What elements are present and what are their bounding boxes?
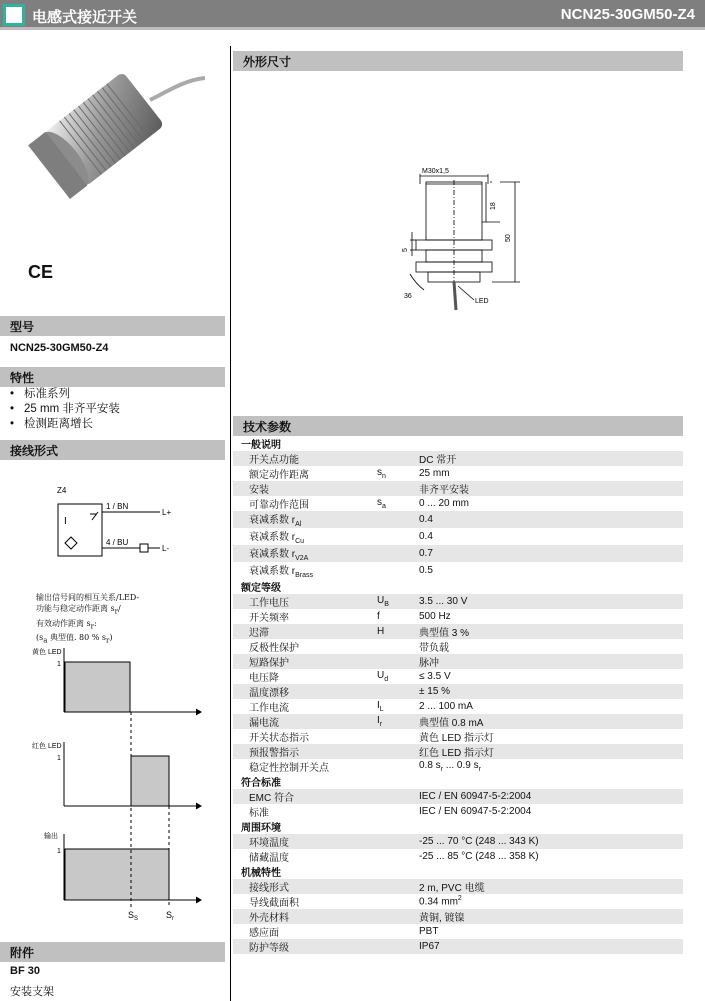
spec-symbol [373, 804, 415, 819]
spec-value: 0.8 $s_r$ ... 0.9 $s_r$ [419, 760, 481, 773]
spec-symbol [373, 729, 415, 744]
spec-symbol [373, 654, 415, 669]
spec-group-label: 额定等级 [241, 583, 281, 594]
dimension-drawing [380, 160, 540, 320]
spec-symbol [373, 528, 415, 545]
spec-label: EMC 符合 [233, 789, 373, 804]
svg-text:18: 18 [490, 202, 497, 210]
spec-label: 储藏温度 [249, 853, 289, 864]
spec-label: 安装 [233, 481, 373, 496]
spec-row [233, 545, 683, 562]
svg-text:M30x1,5: M30x1,5 [422, 168, 449, 175]
spec-group-label: 机械特性 [241, 868, 281, 879]
accessory-desc: 安装支架 [10, 986, 54, 998]
spec-row [233, 562, 683, 579]
spec-symbol [373, 511, 415, 528]
spec-symbol [373, 562, 415, 579]
spec-row [233, 624, 683, 639]
spec-label: 衰减系数 $r_{Al}$ [233, 511, 373, 528]
spec-row [233, 729, 683, 744]
spec-row [233, 594, 683, 609]
spec-label: 工作电流 [249, 703, 289, 714]
spec-value: ± 15 % [415, 684, 683, 699]
spec-row [233, 511, 683, 528]
spec-row [233, 759, 683, 774]
svg-text:5: 5 [402, 248, 409, 252]
feature-item: • 25 mm 非齐平安装 [10, 402, 120, 417]
spec-value: 黄铜, 镀镍 [415, 909, 683, 924]
spec-value: 0.7 [415, 545, 683, 562]
dimensions-heading: 外形尺寸 [233, 51, 683, 71]
spec-row [233, 894, 683, 909]
spec-value: IP67 [415, 939, 683, 954]
spec-symbol: $s_a$ [377, 497, 386, 510]
header-title: 电感式接近开关 [32, 9, 138, 26]
svg-text:50: 50 [505, 234, 512, 242]
spec-table [233, 436, 683, 954]
spec-value: ≤ 3.5 V [419, 671, 451, 682]
spec-label: 接线形式 [233, 879, 373, 894]
spec-value: 非齐平安装 [415, 481, 683, 496]
spec-symbol [373, 909, 415, 924]
svg-text:1 / BN: 1 / BN [106, 502, 129, 511]
spec-value: 0.4 [415, 511, 683, 528]
spec-label: 短路保护 [233, 654, 373, 669]
spec-value: -25 ... 70 °C (248 ... 343 K) [415, 834, 683, 849]
spec-label: 衰减系数 $r_{Brass}$ [249, 566, 314, 579]
spec-symbol: $I_L$ [377, 700, 384, 713]
svg-text:L-: L- [162, 544, 170, 553]
spec-label: 衰减系数 $r_{V2A}$ [233, 545, 373, 562]
spec-group-heading [233, 774, 683, 789]
spec-row [233, 639, 683, 654]
ce-mark: CE [28, 262, 54, 282]
spec-row [233, 451, 683, 466]
spec-label: 反极性保护 [249, 643, 299, 654]
spec-label: 标准 [249, 808, 269, 819]
spec-symbol [373, 924, 415, 939]
svg-text:LED: LED [475, 298, 489, 305]
spec-value: 2 m, PVC 电缆 [415, 879, 683, 894]
spec-group-label: 周围环境 [241, 823, 281, 834]
spec-row [233, 496, 683, 511]
spec-group-heading [233, 864, 683, 879]
spec-symbol: $U_d$ [377, 670, 389, 683]
wiring-diagram [50, 482, 190, 562]
svg-text:Sr: $S_r$ [166, 910, 175, 922]
signal-note: 输出信号间的相互关系/LED- 功能与稳定动作距离 $s_r/$ 有效动作距离 $s_r$: ($s_a$ 典型值. 80 % $s_r$) [36, 593, 140, 645]
spec-symbol [373, 481, 415, 496]
spec-value: 0.34 $mm^2$ [419, 895, 462, 908]
spec-value: 带负载 [419, 643, 449, 654]
spec-row [233, 481, 683, 496]
features-heading: 特性 [0, 367, 225, 387]
spec-value: 2 ... 100 mA [419, 701, 473, 712]
spec-value: IEC / EN 60947-5-2:2004 [415, 789, 683, 804]
spec-value: 黄色 LED 指示灯 [419, 733, 495, 744]
spec-row [233, 684, 683, 699]
logo-square-icon [3, 4, 25, 26]
spec-label: 迟滞 [233, 624, 373, 639]
timing-diagram [24, 642, 204, 922]
spec-label: 外壳材料 [233, 909, 373, 924]
spec-value: 脉冲 [415, 654, 683, 669]
spec-label: 稳定性控制开关点 [249, 763, 329, 774]
feature-item: • 检测距离增长 [10, 417, 120, 432]
svg-text:输出: 输出 [44, 833, 58, 840]
svg-text:36: 36 [404, 293, 412, 300]
spec-row [233, 834, 683, 849]
spec-value: -25 ... 85 °C (248 ... 358 K) [419, 851, 539, 862]
spec-value: 红色 LED 指示灯 [415, 744, 683, 759]
svg-text:黄色 LED: 黄色 LED [32, 649, 62, 656]
spec-value: 典型值 0.8 mA [415, 714, 683, 729]
spec-label: 开关频率 [249, 613, 289, 624]
spec-label: 衰减系数 $r_{Cu}$ [249, 532, 305, 545]
spec-value: 0 ... 20 mm [419, 498, 470, 509]
spec-group-label: 一般说明 [241, 440, 281, 451]
spec-symbol [373, 744, 415, 759]
spec-label: 可靠动作范围 [249, 500, 309, 511]
spec-row [233, 909, 683, 924]
spec-value: 0.4 [419, 531, 433, 542]
page-header [0, 0, 705, 30]
spec-row [233, 669, 683, 684]
spec-row [233, 924, 683, 939]
spec-value: IEC / EN 60947-5-2:2004 [419, 806, 532, 817]
spec-symbol: H [373, 624, 415, 639]
spec-value: PBT [419, 926, 439, 937]
spec-label: 防护等级 [233, 939, 373, 954]
spec-symbol: $I_r$ [373, 714, 415, 729]
spec-symbol [373, 759, 415, 774]
spec-symbol [373, 789, 415, 804]
spec-label: 工作电压 [233, 594, 373, 609]
svg-text:SS: $S_S$ [128, 910, 139, 922]
spec-row [233, 849, 683, 864]
spec-symbol [373, 684, 415, 699]
spec-symbol: f [377, 611, 380, 622]
spec-value: 典型值 3 % [415, 624, 683, 639]
spec-group-heading [233, 579, 683, 594]
spec-row [233, 714, 683, 729]
svg-text:L+: L+ [162, 508, 172, 517]
spec-symbol: $s_n$ [377, 467, 386, 480]
spec-group-label: 符合标准 [241, 778, 281, 789]
spec-row [233, 609, 683, 624]
accessories-heading: 附件 [0, 942, 225, 962]
spec-row [233, 789, 683, 804]
spec-symbol [373, 834, 415, 849]
column-divider [230, 46, 231, 1001]
spec-label: 预报警指示 [233, 744, 373, 759]
spec-value: 25 mm [419, 468, 450, 479]
spec-symbol: $U_B$ [373, 594, 415, 609]
spec-row [233, 939, 683, 954]
spec-row [233, 466, 683, 481]
spec-symbol [373, 849, 415, 864]
feature-item: • 标准系列 [10, 387, 120, 402]
spec-symbol [373, 894, 415, 909]
spec-value: DC 常开 [415, 451, 683, 466]
type-heading: 型号 [0, 316, 225, 336]
wiring-heading: 接线形式 [0, 440, 225, 460]
spec-symbol [373, 451, 415, 466]
spec-row [233, 879, 683, 894]
header-model: NCN25-30GM50-Z4 [560, 6, 695, 23]
spec-label: 环境温度 [233, 834, 373, 849]
accessory-code: BF 30 [10, 965, 40, 977]
features-list [10, 387, 120, 432]
spec-label: 电压降 [249, 673, 279, 684]
svg-text:红色 LED: 红色 LED [32, 743, 62, 750]
spec-symbol [373, 639, 415, 654]
spec-label: 漏电流 [233, 714, 373, 729]
spec-row [233, 699, 683, 714]
svg-text:1: 1 [57, 755, 61, 762]
spec-symbol [373, 939, 415, 954]
spec-label: 开关点功能 [233, 451, 373, 466]
spec-row [233, 744, 683, 759]
spec-group-heading [233, 436, 683, 451]
spec-row [233, 528, 683, 545]
svg-text:Z4: Z4 [57, 486, 67, 495]
tech-heading: 技术参数 [233, 416, 683, 436]
svg-text:I: I [64, 516, 67, 527]
spec-row [233, 654, 683, 669]
spec-label: 感应面 [249, 928, 279, 939]
spec-value: 500 Hz [419, 611, 451, 622]
spec-symbol [373, 879, 415, 894]
spec-symbol [373, 545, 415, 562]
spec-label: 额定动作距离 [249, 470, 309, 481]
spec-value: 3.5 ... 30 V [415, 594, 683, 609]
spec-group-heading [233, 819, 683, 834]
svg-text:1: 1 [57, 848, 61, 855]
spec-value: 0.5 [419, 565, 433, 576]
spec-label: 开关状态指示 [249, 733, 309, 744]
type-value: NCN25-30GM50-Z4 [10, 342, 109, 354]
spec-label: 温度漂移 [233, 684, 373, 699]
spec-label: 导线截面积 [249, 898, 299, 909]
svg-text:4 / BU: 4 / BU [106, 538, 129, 547]
spec-row [233, 804, 683, 819]
product-photo [20, 60, 210, 210]
svg-text:1: 1 [57, 661, 61, 668]
